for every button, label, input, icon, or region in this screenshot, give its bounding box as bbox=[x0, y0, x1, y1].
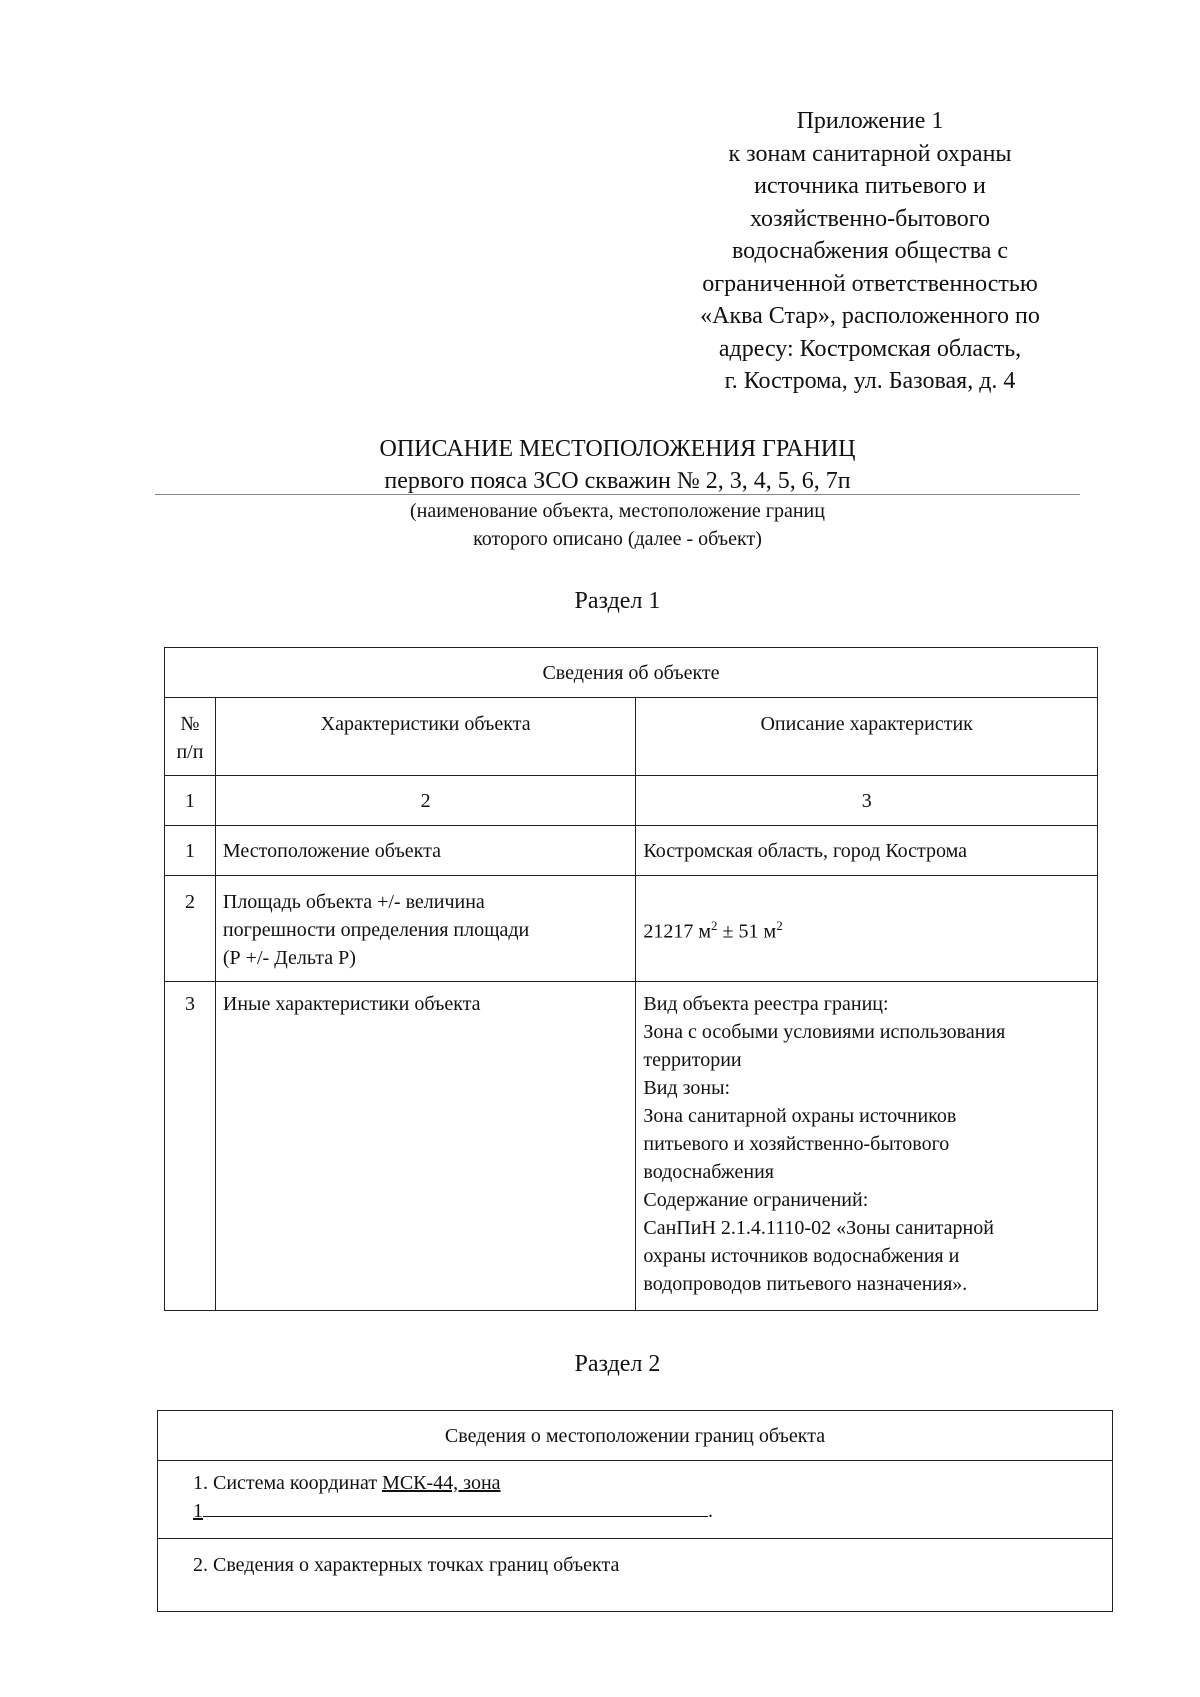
area-exponent: 2 bbox=[711, 917, 718, 933]
row-name: Местоположение объекта bbox=[215, 826, 636, 876]
appendix-line: «Аква Стар», расположенного по bbox=[700, 303, 1040, 329]
appendix-line: г. Кострома, ул. Базовая, д. 4 bbox=[724, 368, 1016, 394]
area-tolerance: ± 51 м bbox=[717, 920, 777, 943]
header-description: Описание характеристик bbox=[636, 698, 1098, 776]
row-name-line: Площадь объекта +/- величина bbox=[222, 891, 485, 913]
coord-zone: 1 bbox=[193, 1500, 203, 1522]
boundary-location-table bbox=[157, 1410, 1113, 1612]
appendix-line: хозяйственно-бытового bbox=[749, 205, 991, 232]
desc-line: водоснабжения bbox=[643, 1161, 774, 1183]
title-object: первого пояса ЗСО скважин № 2, 3, 4, 5, 6, 7п bbox=[384, 468, 851, 494]
column-number: 1 bbox=[165, 776, 216, 826]
title-note bbox=[155, 497, 1080, 553]
title-underline bbox=[155, 494, 1080, 495]
row-number: 2 bbox=[165, 876, 216, 982]
header-characteristics: Характеристики объекта bbox=[215, 698, 636, 776]
desc-line: территории bbox=[643, 1049, 742, 1071]
coord-label: 1. Система координат bbox=[193, 1472, 383, 1494]
appendix-header bbox=[660, 105, 1080, 398]
table-row bbox=[165, 876, 1098, 982]
object-info-table bbox=[164, 647, 1098, 1311]
row-description: Костромская область, город Кострома bbox=[636, 826, 1098, 876]
appendix-line: источника питьевого и bbox=[754, 173, 986, 199]
fill-line bbox=[203, 1514, 708, 1517]
desc-line: Вид объекта реестра границ: bbox=[643, 993, 889, 1015]
desc-line: Вид зоны: bbox=[643, 1077, 731, 1099]
title-note-line: (наименование объекта, местоположение границ bbox=[410, 500, 825, 522]
desc-line: Зона санитарной охраны источников bbox=[643, 1105, 957, 1127]
coord-end: . bbox=[708, 1500, 713, 1522]
title-note-line: которого описано (далее - объект) bbox=[473, 528, 762, 550]
header-num-line: № bbox=[180, 713, 200, 735]
row-description bbox=[636, 876, 1098, 982]
appendix-line: ограниченной ответственностью bbox=[702, 270, 1038, 297]
document-title bbox=[155, 433, 1080, 497]
row-number: 1 bbox=[165, 826, 216, 876]
table-title: Сведения об объекте bbox=[165, 648, 1098, 698]
desc-line: Зона с особыми условиями использования bbox=[643, 1021, 1006, 1043]
desc-line: питьевого и хозяйственно-бытового bbox=[643, 1133, 950, 1155]
section2-heading: Раздел 2 bbox=[574, 1351, 661, 1377]
column-number: 3 bbox=[636, 776, 1098, 826]
row-description bbox=[636, 982, 1098, 1311]
header-num bbox=[165, 698, 216, 776]
desc-line: водопроводов питьевого назначения». bbox=[643, 1273, 968, 1295]
table-row bbox=[165, 826, 1098, 876]
row-name-line: погрешности определения площади bbox=[222, 919, 530, 941]
row-number: 3 bbox=[165, 982, 216, 1311]
appendix-line: адресу: Костромская область, bbox=[718, 335, 1022, 362]
desc-line: Содержание ограничений: bbox=[643, 1189, 869, 1211]
table-title: Сведения о местоположении границ объекта bbox=[158, 1411, 1113, 1461]
header-num-line: п/п bbox=[176, 741, 204, 763]
area-exponent: 2 bbox=[776, 917, 783, 933]
coord-value: МСК-44, зона bbox=[382, 1472, 501, 1494]
appendix-line: Приложение 1 bbox=[796, 108, 944, 134]
row-name: Иные характеристики объекта bbox=[215, 982, 636, 1311]
appendix-line: водоснабжения общества с bbox=[731, 238, 1009, 264]
table-row bbox=[165, 982, 1098, 1311]
coordinate-system bbox=[158, 1461, 1113, 1539]
appendix-line: к зонам санитарной охраны bbox=[728, 140, 1012, 167]
area-value: 21217 м bbox=[643, 920, 712, 943]
section1-heading: Раздел 1 bbox=[574, 588, 661, 614]
desc-line: охраны источников водоснабжения и bbox=[643, 1245, 960, 1267]
row-name bbox=[215, 876, 636, 982]
row-name-line: (Р +/- Дельта Р) bbox=[222, 947, 356, 969]
desc-line: СанПиН 2.1.4.1110-02 «Зоны санитарной bbox=[643, 1217, 994, 1239]
boundary-points: 2. Сведения о характерных точках границ объекта bbox=[158, 1539, 1113, 1612]
title-main: ОПИСАНИЕ МЕСТОПОЛОЖЕНИЯ ГРАНИЦ bbox=[379, 436, 856, 462]
column-number: 2 bbox=[215, 776, 636, 826]
